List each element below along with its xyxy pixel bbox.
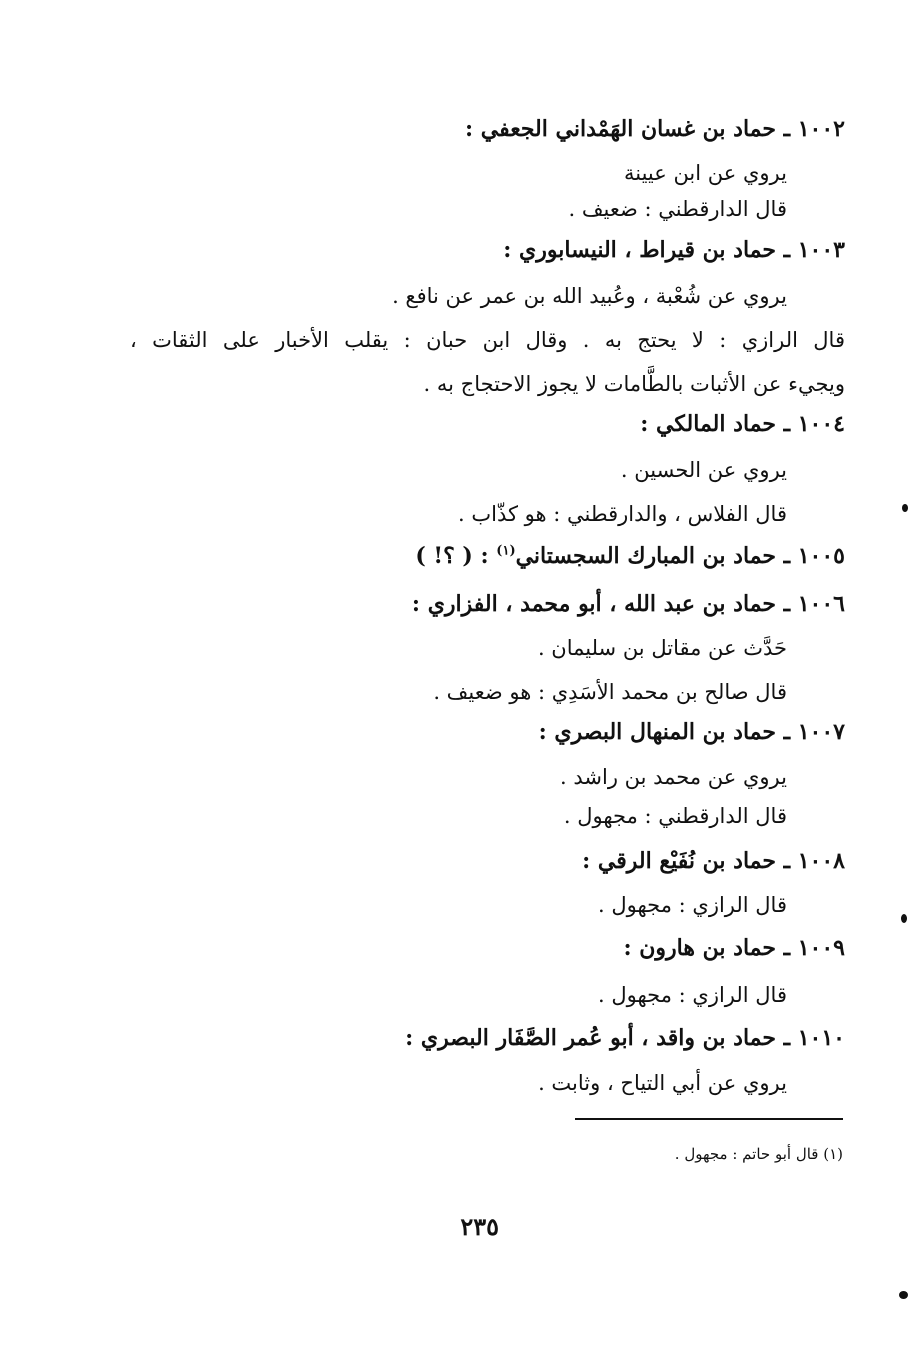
footnote-reference[interactable]: (١) xyxy=(496,543,516,559)
entry-1007-narrates: يروي عن محمد بن راشد . xyxy=(560,765,787,789)
page-number: ٢٣٥ xyxy=(460,1212,499,1241)
entry-1005-heading-tail: : ( ؟! ) xyxy=(415,543,489,569)
entry-1007-heading: ١٠٠٧ ـ حماد بن المنهال البصري : xyxy=(538,719,845,745)
scan-speck xyxy=(899,1291,908,1299)
footnote-1: (١) قال أبو حاتم : مجهول . xyxy=(674,1145,843,1163)
entry-1006-narrates: حَدَّث عن مقاتل بن سليمان . xyxy=(537,636,787,660)
scan-speck xyxy=(901,914,907,923)
entry-1003-grading-line1: قال الرازي : لا يحتج به . وقال ابن حبان : يقلب الأخبار على الثقات ، xyxy=(130,328,845,352)
entry-1007-grading: قال الدارقطني : مجهول . xyxy=(563,804,787,828)
entry-1005-heading-text: ١٠٠٥ ـ حماد بن المبارك السجستاني xyxy=(515,543,845,569)
entry-1010-heading: ١٠١٠ ـ حماد بن واقد ، أبو عُمر الصَّفَار البصري : xyxy=(405,1025,845,1051)
entry-1006-grading: قال صالح بن محمد الأسَدِي : هو ضعيف . xyxy=(433,680,787,704)
entry-1002-narrates: يروي عن ابن عيينة xyxy=(623,161,787,185)
entry-1003-heading: ١٠٠٣ ـ حماد بن قيراط ، النيسابوري : xyxy=(503,237,845,263)
entry-1002-grading: قال الدارقطني : ضعيف . xyxy=(568,197,787,221)
entry-1010-narrates: يروي عن أبي التياح ، وثابت . xyxy=(538,1071,787,1095)
entry-1009-heading: ١٠٠٩ ـ حماد بن هارون : xyxy=(623,935,845,961)
entry-1009-grading: قال الرازي : مجهول . xyxy=(598,983,787,1007)
entry-1004-grading: قال الفلاس ، والدارقطني : هو كذّاب . xyxy=(458,502,787,526)
entry-1006-heading: ١٠٠٦ ـ حماد بن عبد الله ، أبو محمد ، الفزاري : xyxy=(411,591,845,617)
footnote-separator xyxy=(575,1118,843,1120)
entry-1008-heading: ١٠٠٨ ـ حماد بن نُفَيْع الرقي : xyxy=(582,848,845,874)
entry-1003-grading-line2: ويجيء عن الأثبات بالطَّامات لا يجوز الاحتجاج به . xyxy=(423,372,845,396)
entry-1005-heading xyxy=(415,541,845,571)
entry-1004-heading: ١٠٠٤ ـ حماد المالكي : xyxy=(640,411,845,437)
entry-1008-grading: قال الرازي : مجهول . xyxy=(598,893,787,917)
entry-1003-narrates: يروي عن شُعْبة ، وعُبيد الله بن عمر عن نافع . xyxy=(392,284,787,308)
entry-1004-narrates: يروي عن الحسين . xyxy=(620,458,787,482)
entry-1002-heading: ١٠٠٢ ـ حماد بن غسان الهَمْداني الجعفي : xyxy=(464,116,845,142)
scan-speck xyxy=(902,504,908,512)
